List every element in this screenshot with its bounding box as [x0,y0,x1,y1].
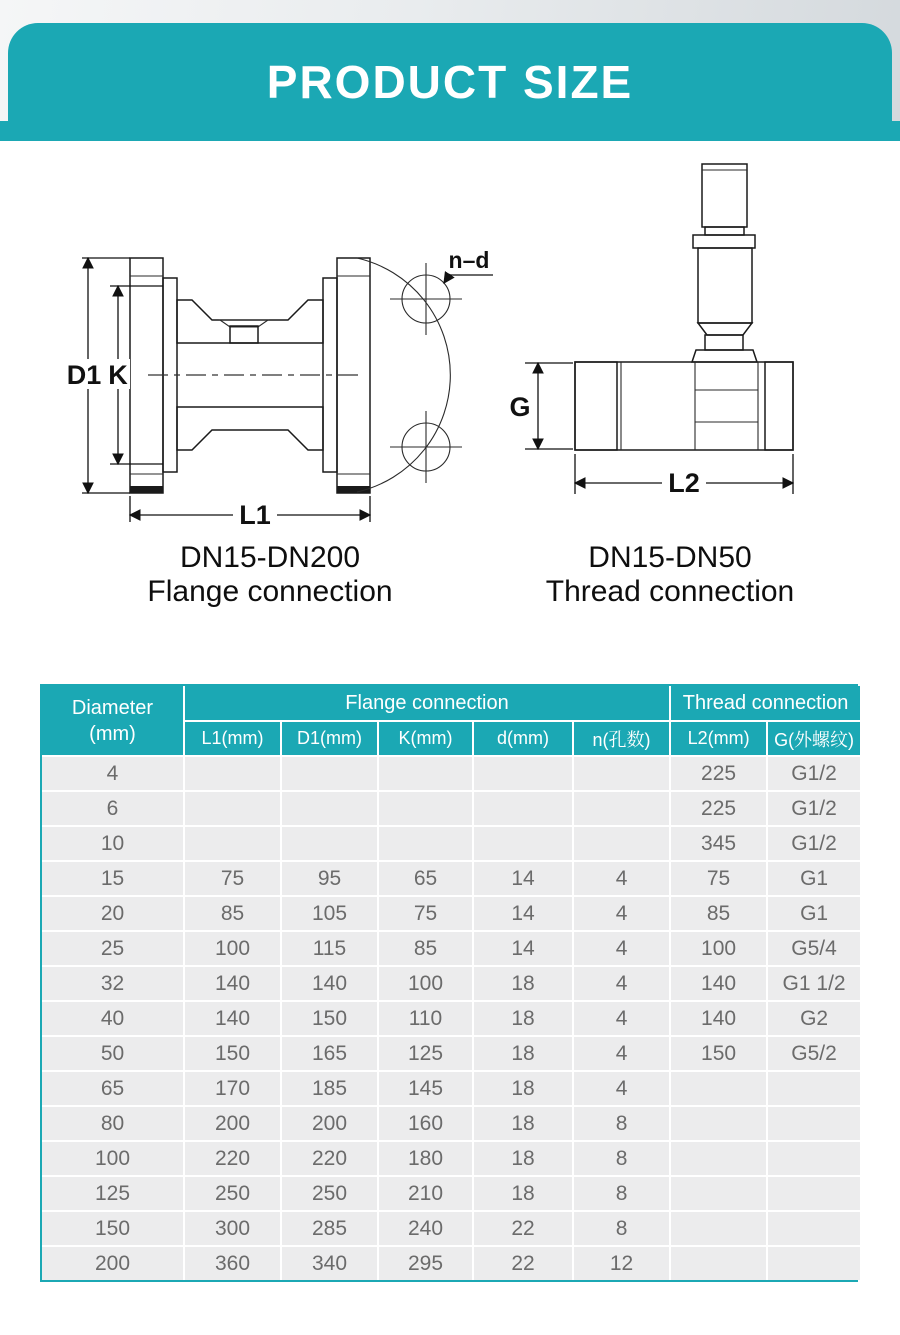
value-cell: 65 [378,861,473,896]
diameter-unit-label: (mm) [89,722,136,745]
table-row [42,966,860,1001]
value-cell: 75 [184,861,281,896]
col-header-diameter [42,686,184,756]
value-cell: 220 [281,1141,378,1176]
flange-caption-type: Flange connection [147,575,393,608]
value-cell [767,1211,860,1246]
value-cell: 140 [670,966,767,1001]
value-cell: 225 [670,791,767,826]
col-header-k: K(mm) [378,721,473,756]
title-banner [8,23,892,141]
value-cell: 300 [184,1211,281,1246]
value-cell: 250 [281,1176,378,1211]
diameter-cell: 15 [42,861,184,896]
g-label: G [509,392,531,422]
value-cell: 18 [473,1071,573,1106]
value-cell: 4 [573,861,670,896]
value-cell: 145 [378,1071,473,1106]
value-cell: 115 [281,931,378,966]
diameter-cell: 50 [42,1036,184,1071]
value-cell: 22 [473,1211,573,1246]
value-cell: 150 [281,1001,378,1036]
table-row [42,1036,860,1071]
value-cell [184,826,281,861]
diameter-cell: 25 [42,931,184,966]
value-cell: 14 [473,931,573,966]
thread-caption [505,541,835,609]
table-row [42,931,860,966]
table-group-header-row [42,686,860,721]
value-cell: 165 [281,1036,378,1071]
table-row [42,826,860,861]
value-cell [573,826,670,861]
table-row [42,1176,860,1211]
value-cell [573,756,670,791]
value-cell [767,1071,860,1106]
value-cell: 8 [573,1176,670,1211]
value-cell [670,1106,767,1141]
value-cell [473,791,573,826]
value-cell: 4 [573,966,670,1001]
col-header-d: d(mm) [473,721,573,756]
value-cell: G1 1/2 [767,966,860,1001]
thread-caption-range: DN15-DN50 [588,541,752,574]
table-row [42,1071,860,1106]
value-cell: 4 [573,1036,670,1071]
value-cell [670,1141,767,1176]
thread-connection-drawing [500,150,820,540]
value-cell: G1/2 [767,826,860,861]
col-header-l1: L1(mm) [184,721,281,756]
value-cell [670,1176,767,1211]
value-cell: 285 [281,1211,378,1246]
value-cell [378,826,473,861]
value-cell: 125 [378,1036,473,1071]
value-cell: G1 [767,896,860,931]
value-cell: G1 [767,861,860,896]
sensor-stem [692,164,757,362]
value-cell: 240 [378,1211,473,1246]
value-cell: 8 [573,1141,670,1176]
table-row [42,896,860,931]
value-cell: 95 [281,861,378,896]
diameter-cell: 80 [42,1106,184,1141]
col-header-l2: L2(mm) [670,721,767,756]
value-cell: 8 [573,1211,670,1246]
value-cell [473,826,573,861]
table-row [42,861,860,896]
value-cell [670,1071,767,1106]
diameter-cell: 100 [42,1141,184,1176]
value-cell [184,756,281,791]
value-cell: 140 [670,1001,767,1036]
value-cell: 85 [184,896,281,931]
value-cell: 140 [184,1001,281,1036]
value-cell [670,1211,767,1246]
table-body [42,756,860,1280]
flange-connection-drawing [40,160,500,530]
diameter-cell: 10 [42,826,184,861]
l2-label: L2 [668,468,700,498]
value-cell: G1/2 [767,756,860,791]
value-cell: 4 [573,1071,670,1106]
table-row [42,1141,860,1176]
value-cell: 150 [670,1036,767,1071]
value-cell: 14 [473,896,573,931]
value-cell: 4 [573,1001,670,1036]
value-cell [281,826,378,861]
value-cell: 170 [184,1071,281,1106]
table-row [42,756,860,791]
diameter-cell: 4 [42,756,184,791]
value-cell: 18 [473,1036,573,1071]
value-cell: 18 [473,1176,573,1211]
value-cell: 18 [473,1141,573,1176]
col-header-g: G(外螺纹) [767,721,860,756]
value-cell: 110 [378,1001,473,1036]
value-cell: 22 [473,1246,573,1280]
table-row [42,1001,860,1036]
value-cell: 12 [573,1246,670,1280]
k-label: K [108,360,128,390]
flange-caption-range: DN15-DN200 [179,541,361,574]
nd-label: n–d [448,247,490,273]
value-cell: 105 [281,896,378,931]
value-cell: 225 [670,756,767,791]
value-cell: 160 [378,1106,473,1141]
diameter-cell: 20 [42,896,184,931]
value-cell: 140 [281,966,378,1001]
page-title: PRODUCT SIZE [266,56,634,108]
value-cell [573,791,670,826]
flange-caption [55,541,485,609]
value-cell [281,791,378,826]
value-cell [767,1106,860,1141]
diameter-cell: 150 [42,1211,184,1246]
l1-label: L1 [239,500,271,530]
thread-dimensions [509,363,793,498]
value-cell [767,1246,860,1280]
value-cell: 250 [184,1176,281,1211]
value-cell: 295 [378,1246,473,1280]
value-cell: 4 [573,931,670,966]
value-cell [767,1141,860,1176]
value-cell: 100 [670,931,767,966]
value-cell: 4 [573,896,670,931]
value-cell [767,1176,860,1211]
thread-caption-type: Thread connection [545,575,795,608]
size-table-wrap [40,684,858,1282]
value-cell: 185 [281,1071,378,1106]
meter-pipe [575,362,793,450]
diameter-cell: 40 [42,1001,184,1036]
value-cell: 18 [473,1106,573,1141]
value-cell: 360 [184,1246,281,1280]
value-cell: 100 [378,966,473,1001]
col-header-n: n(孔数) [573,721,670,756]
value-cell: 85 [378,931,473,966]
value-cell: 140 [184,966,281,1001]
diameter-cell: 6 [42,791,184,826]
value-cell: 85 [670,896,767,931]
value-cell: 150 [184,1036,281,1071]
value-cell: 18 [473,1001,573,1036]
value-cell [281,756,378,791]
diameter-cell: 200 [42,1246,184,1280]
value-cell: 200 [281,1106,378,1141]
table-row [42,1211,860,1246]
table-row [42,1246,860,1280]
value-cell: G5/2 [767,1036,860,1071]
value-cell: 100 [184,931,281,966]
diameter-cell: 65 [42,1071,184,1106]
value-cell: 210 [378,1176,473,1211]
value-cell [378,756,473,791]
diameter-cell: 125 [42,1176,184,1211]
size-table [42,686,860,1280]
value-cell [670,1246,767,1280]
flange-dimensions [66,258,370,530]
value-cell [184,791,281,826]
value-cell [378,791,473,826]
value-cell: 75 [670,861,767,896]
bolt-circle [357,247,493,492]
d1-label: D1 [66,360,102,390]
value-cell: 8 [573,1106,670,1141]
value-cell: 220 [184,1141,281,1176]
diameter-label: Diameter [71,696,154,719]
value-cell [473,756,573,791]
value-cell: 75 [378,896,473,931]
group-header-thread: Thread connection [670,686,860,721]
group-header-flange: Flange connection [184,686,670,721]
value-cell: 18 [473,966,573,1001]
value-cell: G1/2 [767,791,860,826]
value-cell: G5/4 [767,931,860,966]
col-header-d1: D1(mm) [281,721,378,756]
value-cell: 14 [473,861,573,896]
table-row [42,1106,860,1141]
value-cell: 340 [281,1246,378,1280]
value-cell: 345 [670,826,767,861]
value-cell: 180 [378,1141,473,1176]
diameter-cell: 32 [42,966,184,1001]
value-cell: 200 [184,1106,281,1141]
table-row [42,791,860,826]
flange-body [130,258,370,493]
value-cell: G2 [767,1001,860,1036]
